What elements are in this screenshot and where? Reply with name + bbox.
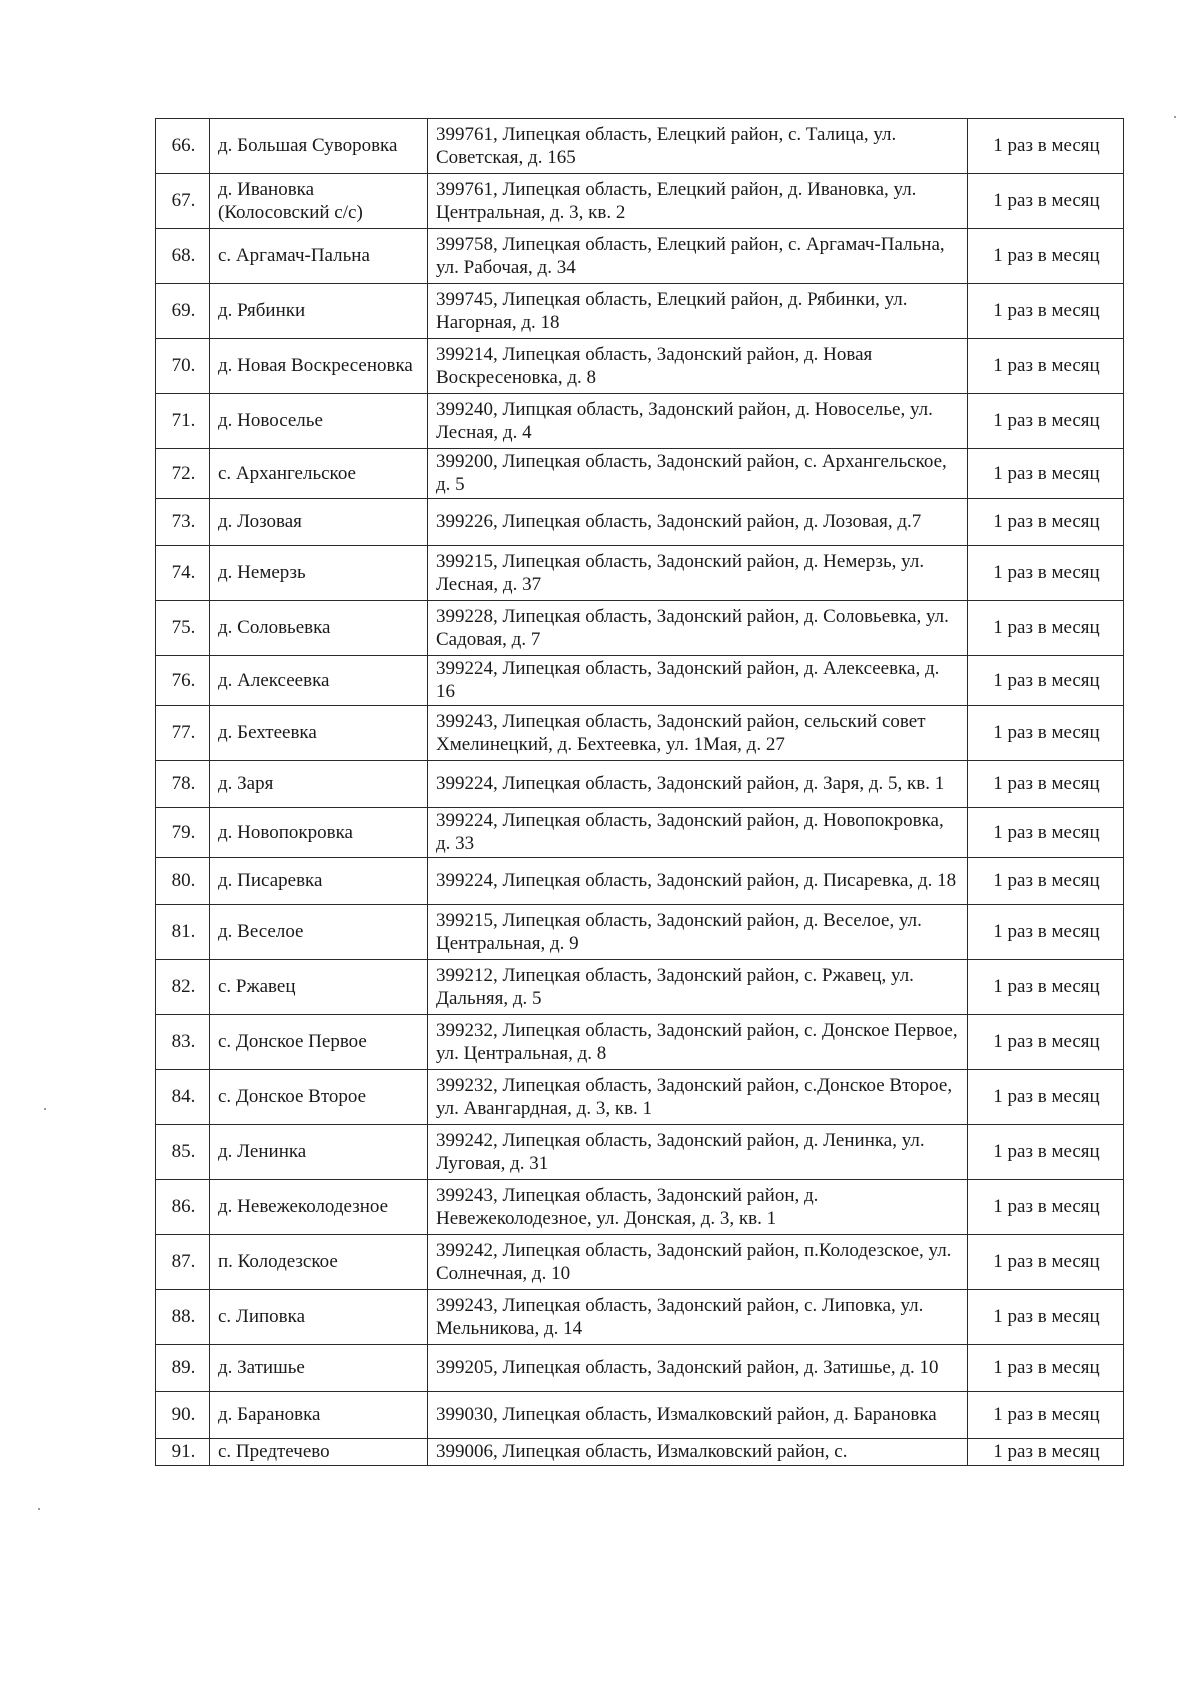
visit-frequency: 1 раз в месяц: [968, 1345, 1124, 1392]
visit-frequency: 1 раз в месяц: [968, 499, 1124, 546]
visit-frequency: 1 раз в месяц: [968, 761, 1124, 808]
row-number: 90.: [156, 1392, 210, 1439]
table-row: [156, 229, 1124, 284]
settlement-address: 399214, Липецкая область, Задонский район, д. Новая Воскресеновка, д. 8: [428, 339, 968, 394]
settlement-table: [155, 118, 1124, 1466]
visit-frequency: 1 раз в месяц: [968, 119, 1124, 174]
row-number: 72.: [156, 449, 210, 499]
row-number: 74.: [156, 546, 210, 601]
visit-frequency: 1 раз в месяц: [968, 1180, 1124, 1235]
table-row: [156, 1235, 1124, 1290]
table-row: [156, 761, 1124, 808]
table-row: [156, 1290, 1124, 1345]
settlement-name: д. Большая Суворовка: [210, 119, 428, 174]
settlement-name: д. Затишье: [210, 1345, 428, 1392]
settlement-name: д. Бехтеевка: [210, 706, 428, 761]
row-number: 69.: [156, 284, 210, 339]
settlement-name: д. Рябинки: [210, 284, 428, 339]
row-number: 88.: [156, 1290, 210, 1345]
table-row: [156, 1070, 1124, 1125]
settlement-address: 399232, Липецкая область, Задонский район, с. Донское Первое, ул. Центральная, д. 8: [428, 1015, 968, 1070]
visit-frequency: 1 раз в месяц: [968, 284, 1124, 339]
settlement-name: д. Новопокровка: [210, 808, 428, 858]
settlement-name: д. Алексеевка: [210, 656, 428, 706]
row-number: 81.: [156, 905, 210, 960]
settlement-name: с. Донское Первое: [210, 1015, 428, 1070]
table-row: [156, 546, 1124, 601]
row-number: 91.: [156, 1439, 210, 1466]
visit-frequency: 1 раз в месяц: [968, 1070, 1124, 1125]
visit-frequency: 1 раз в месяц: [968, 905, 1124, 960]
settlement-address: 399224, Липецкая область, Задонский район, д. Алексеевка, д. 16: [428, 656, 968, 706]
visit-frequency: 1 раз в месяц: [968, 1015, 1124, 1070]
settlement-name: д. Писаревка: [210, 858, 428, 905]
visit-frequency: 1 раз в месяц: [968, 229, 1124, 284]
settlement-address: 399224, Липецкая область, Задонский район, д. Писаревка, д. 18: [428, 858, 968, 905]
visit-frequency: 1 раз в месяц: [968, 1392, 1124, 1439]
visit-frequency: 1 раз в месяц: [968, 394, 1124, 449]
row-number: 89.: [156, 1345, 210, 1392]
settlement-name: д. Ленинка: [210, 1125, 428, 1180]
settlement-name: д. Ивановка (Колосовский с/с): [210, 174, 428, 229]
settlement-name: д. Новоселье: [210, 394, 428, 449]
settlement-address: 399224, Липецкая область, Задонский район, д. Заря, д. 5, кв. 1: [428, 761, 968, 808]
table-row: [156, 394, 1124, 449]
settlement-name: д. Барановка: [210, 1392, 428, 1439]
table-row: [156, 905, 1124, 960]
row-number: 87.: [156, 1235, 210, 1290]
settlement-name: д. Невежеколодезное: [210, 1180, 428, 1235]
settlement-address: 399212, Липецкая область, Задонский район, с. Ржавец, ул. Дальняя, д. 5: [428, 960, 968, 1015]
table-row: [156, 808, 1124, 858]
settlement-name: п. Колодезское: [210, 1235, 428, 1290]
settlement-address: 399228, Липецкая область, Задонский район, д. Соловьевка, ул. Садовая, д. 7: [428, 601, 968, 656]
visit-frequency: 1 раз в месяц: [968, 339, 1124, 394]
table-row: [156, 858, 1124, 905]
settlement-name: д. Заря: [210, 761, 428, 808]
table-row: [156, 1125, 1124, 1180]
table-row: [156, 174, 1124, 229]
row-number: 68.: [156, 229, 210, 284]
settlement-name: д. Немерзь: [210, 546, 428, 601]
row-number: 85.: [156, 1125, 210, 1180]
visit-frequency: 1 раз в месяц: [968, 546, 1124, 601]
table-row: [156, 1439, 1124, 1466]
settlement-address: 399224, Липецкая область, Задонский район, д. Новопокровка, д. 33: [428, 808, 968, 858]
row-number: 83.: [156, 1015, 210, 1070]
settlement-address: 399232, Липецкая область, Задонский район, с.Донское Второе, ул. Авангардная, д. 3, кв. 1: [428, 1070, 968, 1125]
table-row: [156, 339, 1124, 394]
settlement-address: 399242, Липецкая область, Задонский район, д. Ленинка, ул. Луговая, д. 31: [428, 1125, 968, 1180]
scan-speck: [44, 1108, 46, 1110]
visit-frequency: 1 раз в месяц: [968, 706, 1124, 761]
settlement-name: д. Соловьевка: [210, 601, 428, 656]
row-number: 86.: [156, 1180, 210, 1235]
settlement-address: 399226, Липецкая область, Задонский район, д. Лозовая, д.7: [428, 499, 968, 546]
table-row: [156, 284, 1124, 339]
settlement-address: 399758, Липецкая область, Елецкий район, с. Аргамач-Пальна, ул. Рабочая, д. 34: [428, 229, 968, 284]
settlement-address: 399243, Липецкая область, Задонский район, д. Невежеколодезное, ул. Донская, д. 3, кв. 1: [428, 1180, 968, 1235]
table-row: [156, 706, 1124, 761]
visit-frequency: 1 раз в месяц: [968, 858, 1124, 905]
visit-frequency: 1 раз в месяц: [968, 656, 1124, 706]
settlement-address: 399006, Липецкая область, Измалковский район, с.: [428, 1439, 968, 1466]
settlement-name: д. Лозовая: [210, 499, 428, 546]
visit-frequency: 1 раз в месяц: [968, 601, 1124, 656]
table-row: [156, 119, 1124, 174]
scan-speck: [38, 1508, 40, 1510]
settlement-name: д. Веселое: [210, 905, 428, 960]
row-number: 71.: [156, 394, 210, 449]
visit-frequency: 1 раз в месяц: [968, 960, 1124, 1015]
row-number: 80.: [156, 858, 210, 905]
settlement-address: 399761, Липецкая область, Елецкий район, с. Талица, ул. Советская, д. 165: [428, 119, 968, 174]
visit-frequency: 1 раз в месяц: [968, 1125, 1124, 1180]
settlement-name: с. Донское Второе: [210, 1070, 428, 1125]
row-number: 70.: [156, 339, 210, 394]
settlement-address: 399240, Липцкая область, Задонский район, д. Новоселье, ул. Лесная, д. 4: [428, 394, 968, 449]
settlement-name: с. Предтечево: [210, 1439, 428, 1466]
table-row: [156, 449, 1124, 499]
settlement-address: 399215, Липецкая область, Задонский район, д. Немерзь, ул. Лесная, д. 37: [428, 546, 968, 601]
row-number: 82.: [156, 960, 210, 1015]
table-row: [156, 601, 1124, 656]
row-number: 78.: [156, 761, 210, 808]
settlement-address: 399215, Липецкая область, Задонский район, д. Веселое, ул. Центральная, д. 9: [428, 905, 968, 960]
row-number: 73.: [156, 499, 210, 546]
row-number: 77.: [156, 706, 210, 761]
settlement-address: 399745, Липецкая область, Елецкий район, д. Рябинки, ул. Нагорная, д. 18: [428, 284, 968, 339]
visit-frequency: 1 раз в месяц: [968, 808, 1124, 858]
settlement-name: с. Аргамач-Пальна: [210, 229, 428, 284]
table-row: [156, 656, 1124, 706]
table-row: [156, 499, 1124, 546]
settlement-address: 399243, Липецкая область, Задонский район, с. Липовка, ул. Мельникова, д. 14: [428, 1290, 968, 1345]
settlement-address: 399242, Липецкая область, Задонский район, п.Колодезское, ул. Солнечная, д. 10: [428, 1235, 968, 1290]
visit-frequency: 1 раз в месяц: [968, 1290, 1124, 1345]
settlement-address: 399761, Липецкая область, Елецкий район, д. Ивановка, ул. Центральная, д. 3, кв. 2: [428, 174, 968, 229]
table-row: [156, 1015, 1124, 1070]
visit-frequency: 1 раз в месяц: [968, 174, 1124, 229]
table-row: [156, 960, 1124, 1015]
settlement-name: д. Новая Воскресеновка: [210, 339, 428, 394]
table-row: [156, 1345, 1124, 1392]
visit-frequency: 1 раз в месяц: [968, 1235, 1124, 1290]
settlement-address: 399205, Липецкая область, Задонский район, д. Затишье, д. 10: [428, 1345, 968, 1392]
settlement-name: с. Архангельское: [210, 449, 428, 499]
row-number: 84.: [156, 1070, 210, 1125]
row-number: 67.: [156, 174, 210, 229]
settlement-name: с. Ржавец: [210, 960, 428, 1015]
row-number: 66.: [156, 119, 210, 174]
table-row: [156, 1392, 1124, 1439]
settlement-address: 399243, Липецкая область, Задонский район, сельский совет Хмелинецкий, д. Бехтеевка, ул. 1Мая, д. 27: [428, 706, 968, 761]
scan-speck: [1174, 116, 1176, 118]
table-row: [156, 1180, 1124, 1235]
visit-frequency: 1 раз в месяц: [968, 1439, 1124, 1466]
settlement-address: 399200, Липецкая область, Задонский район, с. Архангельское, д. 5: [428, 449, 968, 499]
table-body: [156, 119, 1124, 1466]
settlement-address: 399030, Липецкая область, Измалковский район, д. Барановка: [428, 1392, 968, 1439]
visit-frequency: 1 раз в месяц: [968, 449, 1124, 499]
settlement-name: с. Липовка: [210, 1290, 428, 1345]
row-number: 76.: [156, 656, 210, 706]
row-number: 79.: [156, 808, 210, 858]
row-number: 75.: [156, 601, 210, 656]
